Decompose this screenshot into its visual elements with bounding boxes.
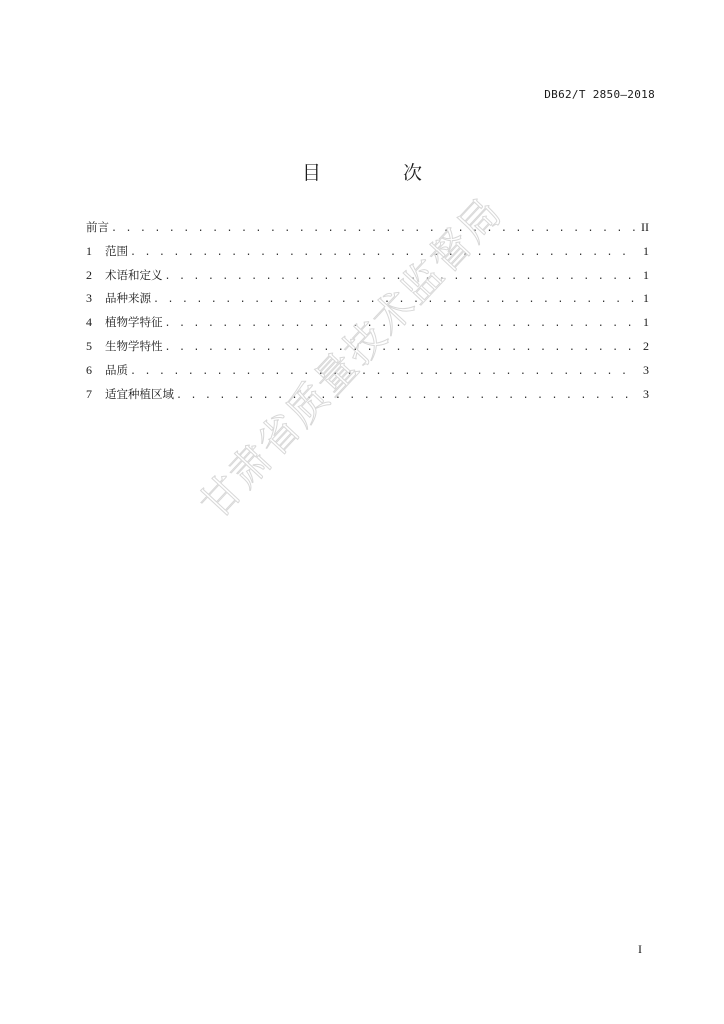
- toc-entry-page: 1: [643, 315, 649, 330]
- toc-entry-number: 7: [86, 386, 92, 401]
- toc-entry-number: 4: [86, 315, 92, 330]
- toc-entry-preface[interactable]: [86, 217, 649, 241]
- toc-entry-page: 3: [643, 386, 649, 401]
- toc-entry-page: 1: [643, 267, 649, 282]
- toc-entry-number: 6: [86, 362, 92, 377]
- dot-leader: [130, 243, 637, 263]
- toc-entry-number: 1: [86, 243, 92, 258]
- toc-entry-label: 术语和定义: [105, 267, 163, 282]
- toc-entry-page: 1: [643, 291, 649, 306]
- toc-entry-planting-region[interactable]: [86, 384, 649, 408]
- toc-entry-page: 3: [643, 362, 649, 377]
- toc-entry-number: 2: [86, 267, 92, 282]
- toc-entry-terms[interactable]: [86, 265, 649, 289]
- toc-entry-label: 范围: [105, 243, 128, 258]
- toc-entry-label: 植物学特征: [105, 315, 163, 330]
- toc-entry-number: 5: [86, 338, 92, 353]
- toc-entry-number: 3: [86, 291, 92, 306]
- toc-entry-page: 2: [643, 338, 649, 353]
- dot-leader: [176, 386, 637, 406]
- toc-entry-label: 品质: [105, 362, 128, 377]
- toc-entry-page: 1: [643, 243, 649, 258]
- document-number: DB62/T 2850—2018: [544, 88, 655, 101]
- watermark: 甘肃省质量技术监督局: [191, 188, 512, 528]
- toc-entry-page: II: [641, 220, 649, 234]
- toc-entry-label: 品种来源: [105, 291, 151, 306]
- toc-entry-scope[interactable]: [86, 241, 649, 265]
- dot-leader: [111, 219, 637, 239]
- toc-entry-label: 适宜种植区域: [105, 386, 174, 401]
- toc-title: 目 次: [301, 162, 461, 184]
- dot-leader: [130, 362, 637, 382]
- toc-entry-label: 生物学特性: [105, 338, 163, 353]
- toc-entry-label: 前言: [86, 220, 109, 234]
- page-number: I: [638, 942, 642, 956]
